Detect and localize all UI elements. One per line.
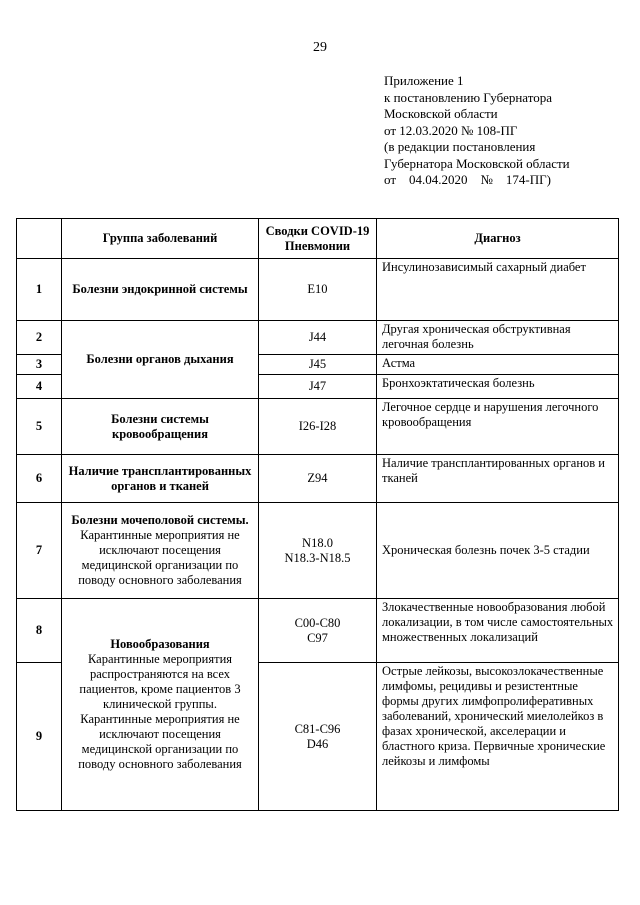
header-num <box>17 219 62 259</box>
code-line: C97 <box>307 630 328 645</box>
row-diagnosis: Злокачественные новообразования любой локализации, в том числе самостоятельных множественных локализаций <box>377 599 619 663</box>
appendix-line: от 12.03.2020 № 108-ПГ <box>384 122 518 138</box>
table-row <box>17 399 619 455</box>
header-code: Сводки COVID-19 Пневмонии <box>259 219 377 259</box>
appendix-line: Губернатора Московской области <box>384 155 570 171</box>
group-title: Болезни мочеполовой системы. <box>71 513 249 527</box>
table-header-row <box>17 219 619 259</box>
row-code: E10 <box>259 259 377 321</box>
code-line: C00-C80 <box>294 615 341 630</box>
row-num: 3 <box>17 355 62 375</box>
row-group <box>62 599 259 811</box>
appendix-line: Московской области <box>384 106 498 121</box>
header-group: Группа заболеваний <box>62 219 259 259</box>
row-diagnosis: Легочное сердце и нарушения легочного кровообращения <box>377 399 619 455</box>
row-num: 4 <box>17 375 62 399</box>
row-num: 5 <box>17 399 62 455</box>
row-code <box>259 663 377 811</box>
row-code: J44 <box>259 321 377 355</box>
row-diagnosis: Бронхоэктатическая болезнь <box>377 375 619 399</box>
row-diagnosis: Острые лейкозы, высокозлокачественные лимфомы, рецидивы и резистентные формы других лимфопролиферативных заболеваний, хронический миелолейкоз в фазах хронической, акселерации и бластного криза. Первичные хронические лейкозы и лимфомы <box>377 663 619 811</box>
row-num: 9 <box>17 663 62 811</box>
code-line: N18.3-N18.5 <box>284 550 351 565</box>
page-number: 29 <box>313 40 327 55</box>
table-row <box>17 321 619 355</box>
row-code: Z94 <box>259 455 377 503</box>
row-num: 1 <box>17 259 62 321</box>
row-code: I26-I28 <box>259 399 377 455</box>
appendix-line: к постановлению Губернатора <box>384 89 553 105</box>
row-num: 7 <box>17 503 62 599</box>
row-diagnosis: Инсулинозависимый сахарный диабет <box>377 259 619 321</box>
table-row <box>17 455 619 503</box>
row-code: J45 <box>259 355 377 375</box>
row-num: 2 <box>17 321 62 355</box>
code-line: C81-C96 <box>294 721 341 736</box>
row-num: 8 <box>17 599 62 663</box>
row-diagnosis: Другая хроническая обструктивная легочная болезнь <box>377 321 619 355</box>
appendix-line: Приложение 1 <box>384 73 464 88</box>
header-diagnosis: Диагноз <box>377 219 619 259</box>
row-diagnosis: Наличие трансплантированных органов и тканей <box>377 455 619 503</box>
diseases-table <box>16 218 619 811</box>
code-line: N18.0 <box>302 535 333 550</box>
table-row <box>17 259 619 321</box>
row-code <box>259 599 377 663</box>
appendix-line: от 04.04.2020 № 174-ПГ) <box>384 172 551 187</box>
row-code <box>259 503 377 599</box>
appendix-header <box>384 73 570 189</box>
code-line: D46 <box>306 736 329 751</box>
row-group: Наличие трансплантированных органов и тканей <box>62 455 259 503</box>
group-note: Карантинные мероприятия не исключают посещения медицинской организации по поводу основного заболевания <box>78 528 242 587</box>
row-num: 6 <box>17 455 62 503</box>
row-group <box>62 503 259 599</box>
table-row <box>17 503 619 599</box>
row-diagnosis: Астма <box>377 355 619 375</box>
appendix-line: (в редакции постановления <box>384 139 536 154</box>
row-group: Болезни органов дыхания <box>62 321 259 399</box>
group-note: Карантинные мероприятия распространяются на всех пациентов, кроме пациентов 3 клинической группы. Карантинные мероприятия не исключают посещения медицинской организации по поводу основного заболевания <box>78 652 242 771</box>
row-group: Болезни эндокринной системы <box>62 259 259 321</box>
row-code: J47 <box>259 375 377 399</box>
group-title: Новообразования <box>110 637 210 651</box>
row-group: Болезни системы кровообращения <box>62 399 259 455</box>
table-row <box>17 599 619 663</box>
row-diagnosis: Хроническая болезнь почек 3-5 стадии <box>377 503 619 599</box>
